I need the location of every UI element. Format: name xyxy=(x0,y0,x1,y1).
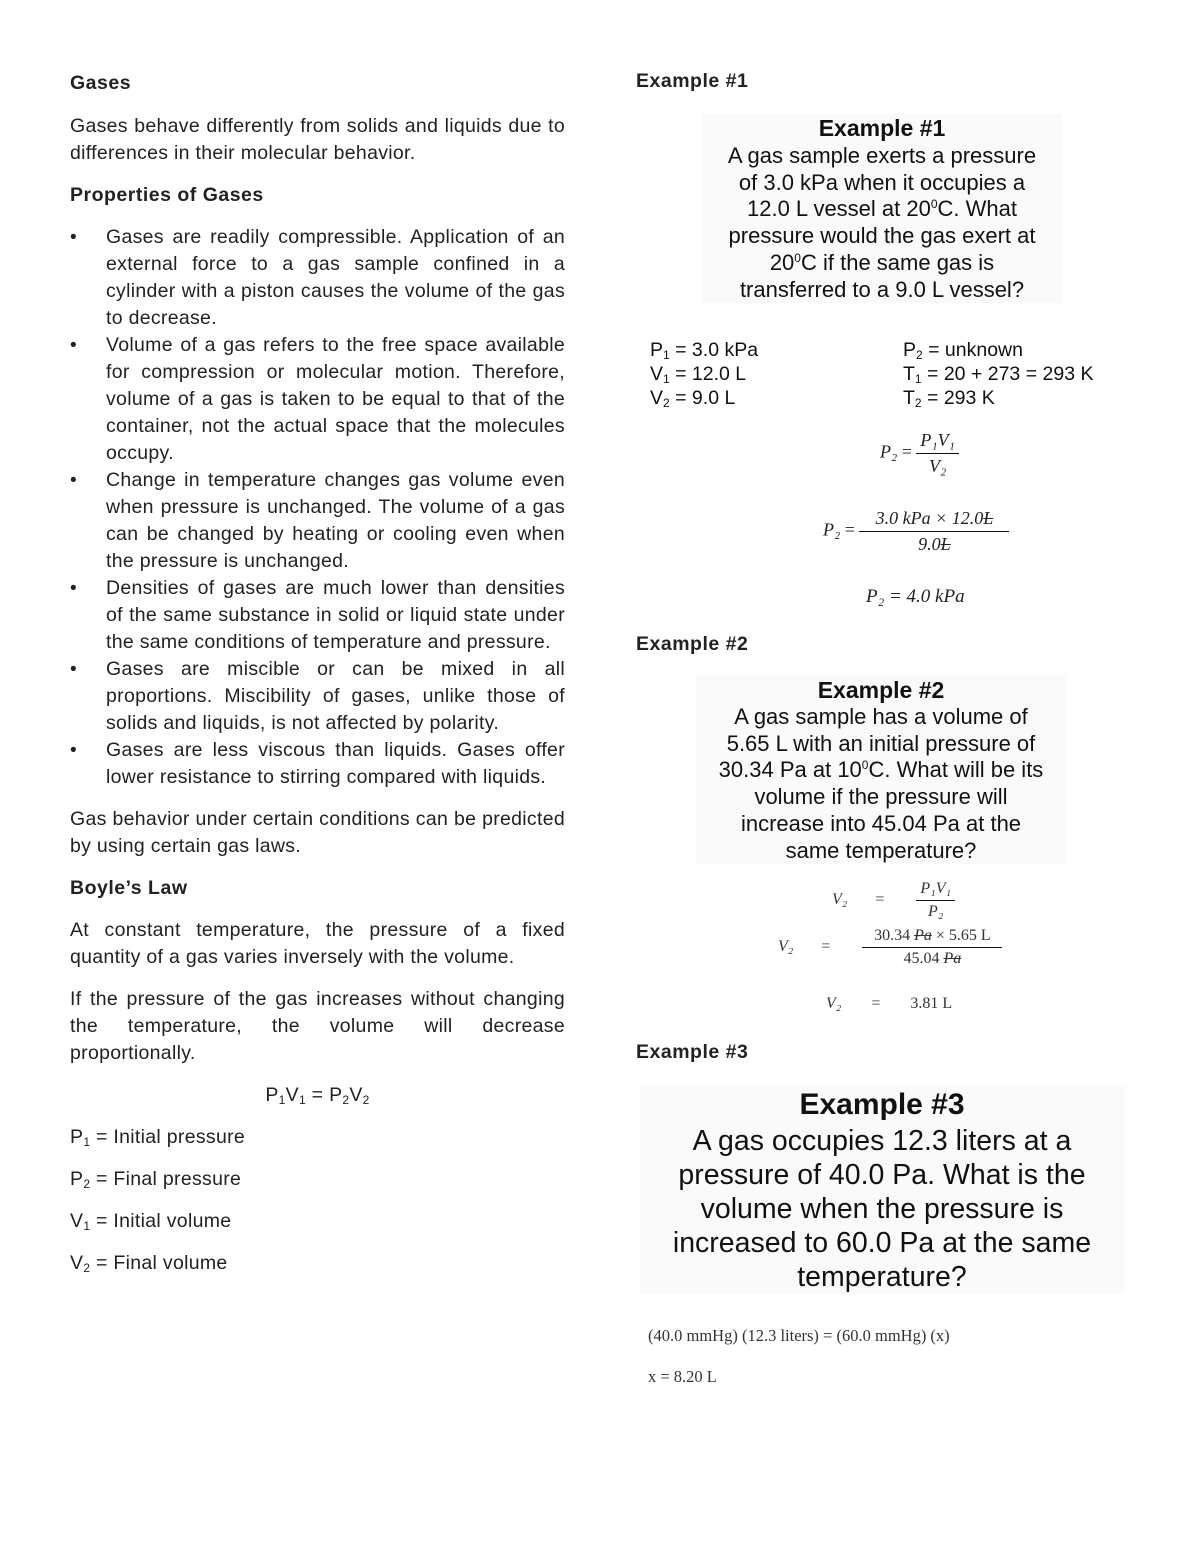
example-3-title: Example #3 xyxy=(799,1088,965,1121)
definition-p1: $P_1$ = Initial pressure xyxy=(70,1126,246,1149)
left-column xyxy=(70,66,565,1277)
right-column xyxy=(636,66,1126,1466)
example-1-equation-1: P₂ = $\frac{\text{P₁V₁}}{\text{V₂}}$ xyxy=(880,430,959,477)
boyles-law-heading: Boyle’s Law xyxy=(70,877,188,899)
list-item: • Gases are miscible or can be mixed in all proportions. Miscibility of gases, unlike those of solids and liquids, is not affected by polarity. xyxy=(70,656,565,737)
example-1-equation-2: P₂ = $\frac{\text{3.0 kPa × 12.0L}}{9.0L}$ xyxy=(823,508,1009,555)
list-item: • Gases are less viscous than liquids. Gases offer lower resistance to stirring compared with liquids. xyxy=(70,737,565,791)
list-item: • Gases are readily compressible. Application of an external force to a gas sample confined in a cylinder with a piston causes the volume of the gas to decrease. xyxy=(70,224,565,332)
list-item: • Volume of a gas refers to the free space available for compression or molecular motion. Therefore, volume of a gas is taken to be equal to that of the container, not the actual space that the molecules occupy. xyxy=(70,332,565,467)
given-right: $P_2$ = unknown $T_1 = 20 + 273 = 293$ K $T_2 = 293$ K xyxy=(903,339,1094,410)
example-2-title: Example #2 xyxy=(817,677,945,703)
problem-line: increase into 45.04 Pa at the xyxy=(740,810,1022,836)
given-left: $P_1 = 3.0$ kPa $V_1 = 12.0$ L $V_2 = 9.0$ L xyxy=(650,339,759,410)
problem-line: same temperature? xyxy=(785,837,977,863)
example-2-problem-image xyxy=(696,676,1066,864)
example-1-title: Example #1 xyxy=(818,115,946,141)
example-3-problem-image xyxy=(640,1086,1124,1294)
problem-line: $20^0C$ if the same gas is xyxy=(769,249,995,275)
problem-line: A gas occupies 12.3 liters at a xyxy=(692,1125,1072,1157)
problem-line: A gas sample exerts a pressure xyxy=(727,143,1037,168)
boyles-law-definition: At constant temperature, the pressure of a fixed quantity of a gas varies inversely with the volume. xyxy=(70,919,565,968)
problem-line: of 3.0 kPa when it occupies a xyxy=(738,169,1026,195)
list-item: • Densities of gases are much lower than densities of the same substance in solid or liquid state under the same conditions of temperature and pressure. xyxy=(70,575,565,656)
example-3-answer: x = 8.20 L xyxy=(648,1367,717,1386)
section-title-gases: Gases xyxy=(70,72,132,94)
example-2-result: V₂ = 3.81 L xyxy=(826,995,953,1012)
definition-v2: $V_2$ = Final volume xyxy=(70,1252,228,1275)
problem-line: transferred to a 9.0 L vessel? xyxy=(739,276,1025,302)
example-1-result: P₂ = 4.0 kPa xyxy=(866,586,965,607)
example-3-heading: Example #3 xyxy=(636,1041,749,1063)
problem-line: pressure would the gas exert at xyxy=(728,223,1036,249)
example-3-work: (40.0 mmHg) (12.3 liters) = (60.0 mmHg) (x) xyxy=(648,1326,950,1345)
problem-line: volume when the pressure is xyxy=(700,1193,1064,1225)
problem-line: 30.34 Pa at $10^0C$. What will be its xyxy=(718,757,1044,783)
example-1-heading: Example #1 xyxy=(636,70,749,92)
intro-paragraph: Gases behave differently from solids and liquids due to differences in their molecular behavior. xyxy=(70,115,565,164)
problem-line: 12.0 L vessel at $20^0C$. What xyxy=(746,196,1018,222)
boyles-law-explanation: If the pressure of the gas increases without changing the temperature, the volume will decrease proportionally. xyxy=(70,988,565,1064)
boyles-law-formula: $P_1V_1 = P_2V_2$ xyxy=(265,1084,370,1107)
definition-v1: $V_1$ = Initial volume xyxy=(70,1210,232,1233)
properties-heading: Properties of Gases xyxy=(70,184,264,206)
problem-line: increased to 60.0 Pa at the same xyxy=(672,1227,1092,1259)
problem-line: A gas sample has a volume of xyxy=(734,704,1028,729)
problem-line: volume if the pressure will xyxy=(754,784,1008,810)
problem-line: temperature? xyxy=(797,1261,967,1293)
problem-line: pressure of 40.0 Pa. What is the xyxy=(678,1159,1086,1191)
example-2-equation-2: V₂ = $\frac{30.34 Pa \times 5.65 L}{45.04 Pa}$ xyxy=(778,927,1002,968)
gas-laws-paragraph: Gas behavior under certain conditions can be predicted by using certain gas laws. xyxy=(70,808,565,857)
definition-p2: $P_2$ = Final pressure xyxy=(70,1168,242,1191)
example-2-equation-1: V₂ = $\frac{\text{P₁V₁}}{\text{P₂}}$ xyxy=(832,880,955,921)
example-1-problem-image xyxy=(702,114,1062,303)
list-item: • Change in temperature changes gas volume even when pressure is unchanged. The volume of a gas can be changed by heating or cooling even when the pressure is unchanged. xyxy=(70,467,565,575)
properties-list xyxy=(70,224,565,791)
example-2-heading: Example #2 xyxy=(636,633,749,655)
problem-line: 5.65 L with an initial pressure of xyxy=(726,730,1036,756)
